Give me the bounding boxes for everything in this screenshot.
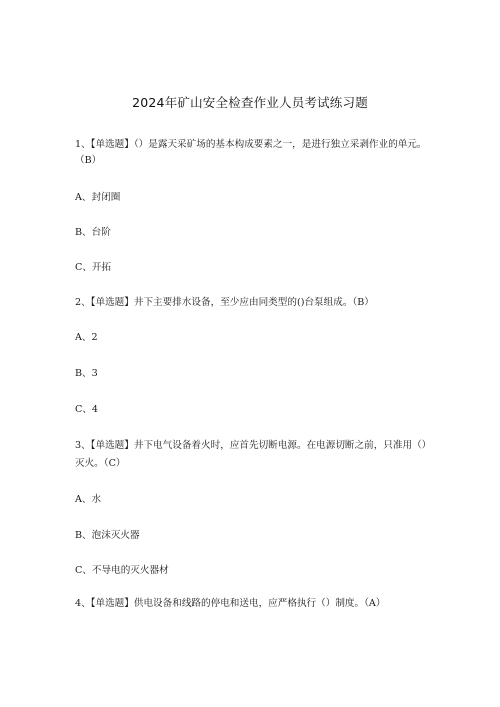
page-title: 2024年矿山安全检查作业人员考试练习题 <box>132 95 368 110</box>
question-2-option-c: C、4 <box>75 404 99 415</box>
question-3-stem: 3、【单选题】井下电气设备着火时，应首先切断电源。在电源切断之前，只准用（） <box>75 440 432 451</box>
question-3-answer: 灭火。（C） <box>75 458 126 469</box>
question-2-option-a: A、2 <box>75 332 98 343</box>
question-3-option-c: C、不导电的灭火器材 <box>75 565 169 576</box>
question-1-option-b: B、台阶 <box>75 227 111 238</box>
question-1-option-c: C、开拓 <box>75 262 112 273</box>
question-1-answer: （B） <box>75 155 102 166</box>
question-2-option-b: B、3 <box>75 368 98 379</box>
question-1-option-a: A、封闭圈 <box>75 192 121 203</box>
question-1-stem: 1、【单选题】（）是露天采矿场的基本构成要素之一，是进行独立采剥作业的单元。 <box>75 139 427 150</box>
question-2-stem: 2、【单选题】井下主要排水设备，至少应由同类型的()台泵组成。（B） <box>75 297 374 308</box>
question-3-option-b: B、泡沫灭火器 <box>75 530 140 541</box>
question-3-option-a: A、水 <box>75 494 102 505</box>
question-4-stem: 4、【单选题】供电设备和线路的停电和送电，应严格执行（）制度。（A） <box>75 598 386 609</box>
